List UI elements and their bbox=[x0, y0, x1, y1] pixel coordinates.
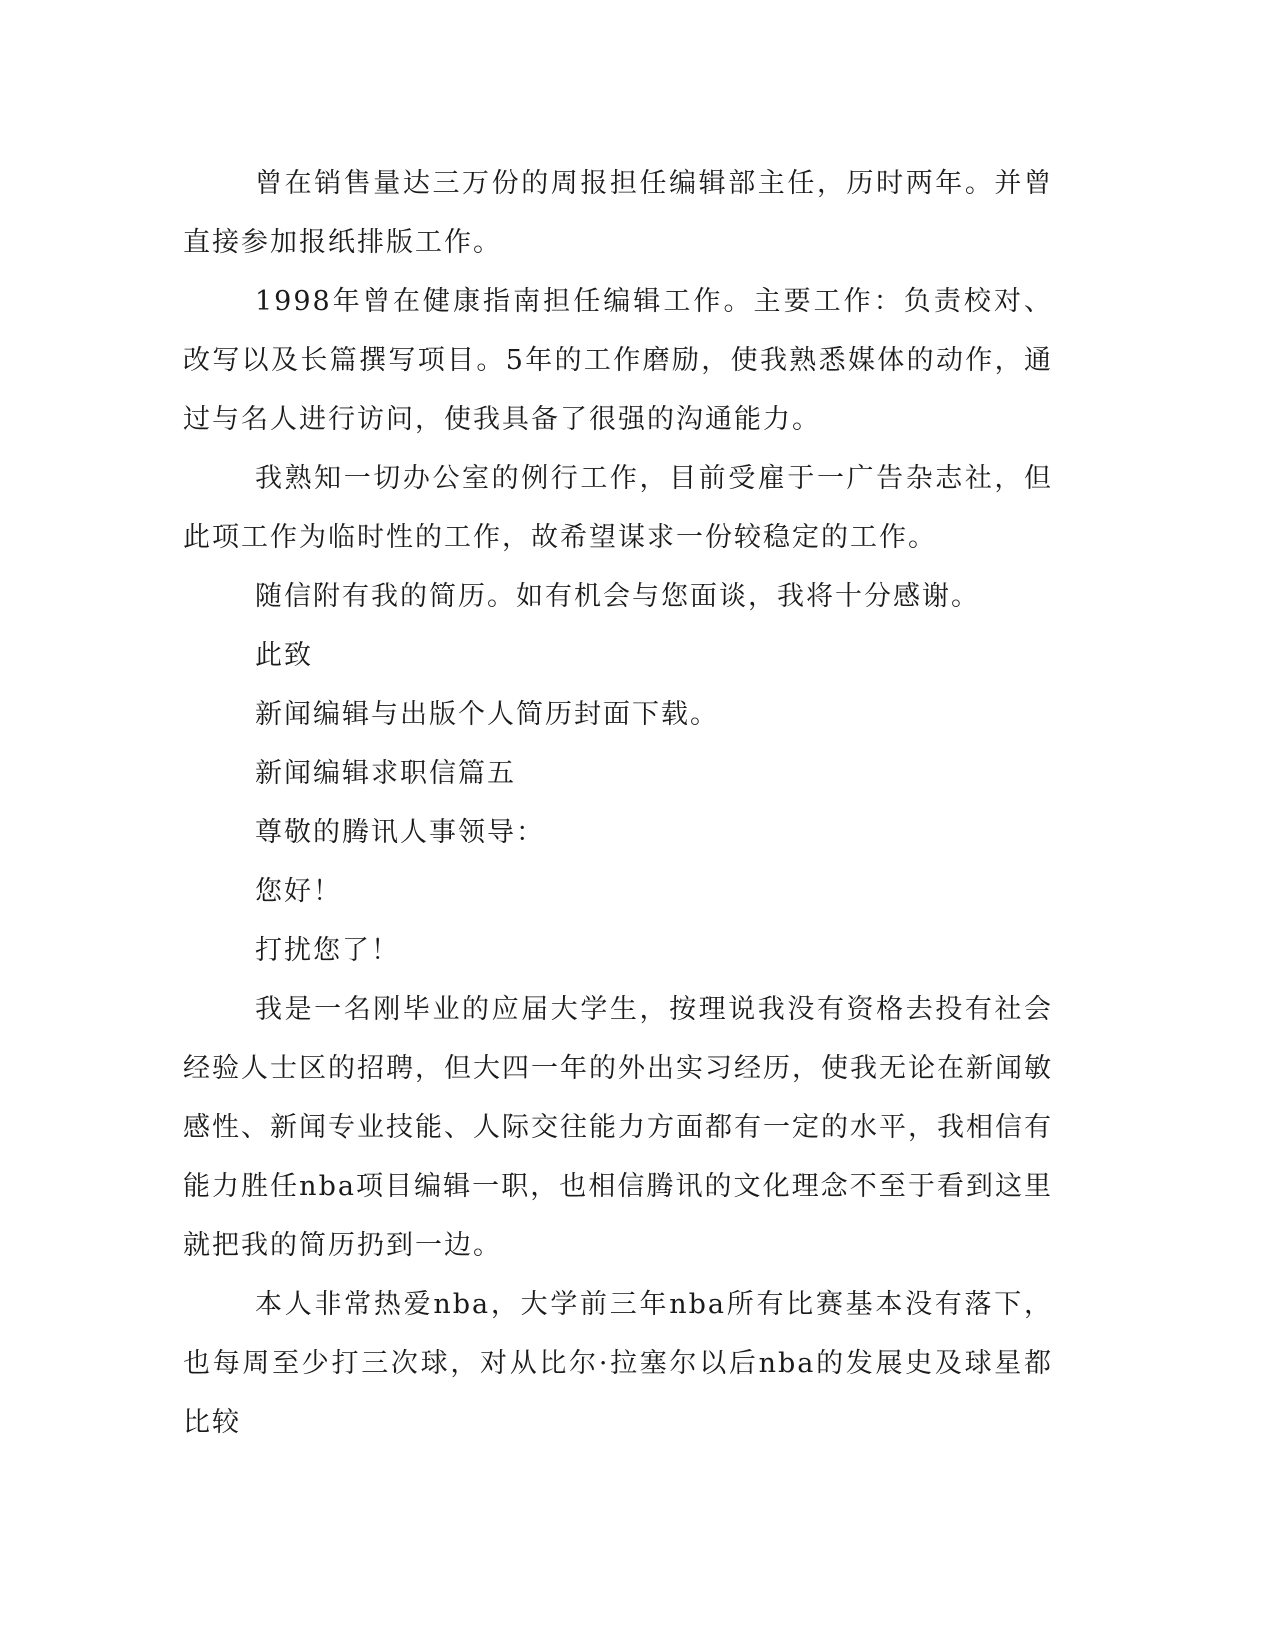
paragraph-editor-experience: 曾在销售量达三万份的周报担任编辑部主任，历时两年。并曾直接参加报纸排版工作。 bbox=[183, 168, 1053, 258]
paragraph-office-work: 我熟知一切办公室的例行工作，目前受雇于一广告杂志社，但此项工作为临时性的工作，故希望谋求一份较稳定的工作。 bbox=[183, 463, 1053, 553]
paragraph-closing: 此致 bbox=[255, 640, 313, 671]
paragraph-nba-passion: 本人非常热爱nba，大学前三年nba所有比赛基本没有落下，也每周至少打三次球，对从比尔·拉塞尔以后nba的发展史及球星都比较 bbox=[183, 1289, 1053, 1438]
paragraph-introduction: 我是一名刚毕业的应届大学生，按理说我没有资格去投有社会经验人士区的招聘，但大四一年的外出实习经历，使我无论在新闻敏感性、新闻专业技能、人际交往能力方面都有一定的水平，我相信有能力胜任nba项目编辑一职，也相信腾讯的文化理念不至于看到这里就把我的简历扔到一边。 bbox=[183, 994, 1053, 1261]
greeting-apology: 打扰您了！ bbox=[255, 935, 400, 966]
paragraph-resume-cover: 新闻编辑与出版个人简历封面下载。 bbox=[255, 699, 719, 730]
document-body bbox=[183, 154, 1053, 1452]
paragraph-resume-attached: 随信附有我的简历。如有机会与您面谈，我将十分感谢。 bbox=[255, 581, 980, 612]
section-heading: 新闻编辑求职信篇五 bbox=[255, 758, 516, 789]
paragraph-health-guide: 1998年曾在健康指南担任编辑工作。主要工作：负责校对、改写以及长篇撰写项目。5年的工作磨励，使我熟悉媒体的动作，通过与名人进行访问，使我具备了很强的沟通能力。 bbox=[183, 286, 1053, 435]
greeting: 您好！ bbox=[255, 876, 342, 907]
salutation: 尊敬的腾讯人事领导： bbox=[255, 817, 545, 848]
